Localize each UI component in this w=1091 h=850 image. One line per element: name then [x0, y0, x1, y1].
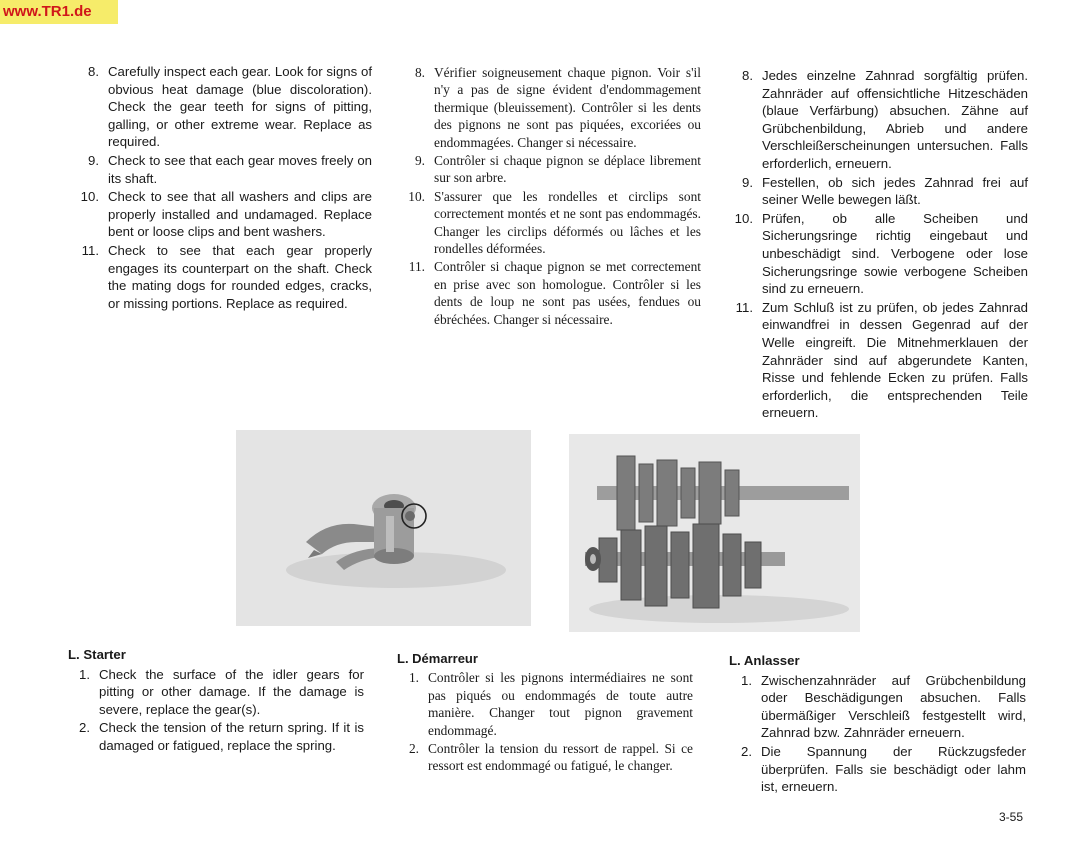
item-text: Contrôler si chaque pignon se met correctement en prise avec son homologue. Contrôler si les dents de loup ne sont pas usées, fendues ou ébréchées. Changer si nécessaire.: [434, 259, 701, 327]
item-number: 10.: [734, 210, 753, 226]
item-text: Contrôler si les pignons intermédiaires ne sont pas piqués ou endommagés de toute autre manière. Changer tout pignon gravement endommagé.: [428, 670, 693, 738]
item-number: 2.: [408, 741, 419, 757]
list-item: [400, 152, 701, 187]
english-starter-list: [68, 666, 364, 755]
item-number: 11.: [735, 299, 753, 315]
item-number: 8.: [742, 68, 753, 83]
item-number: 1.: [408, 670, 419, 686]
german-inspection-column: [728, 67, 1028, 423]
item-number: 1.: [741, 672, 752, 688]
english-starter-heading: L. Starter: [68, 647, 126, 662]
item-number: 2.: [79, 720, 90, 736]
item-text: Contrôler si chaque pignon se déplace librement sur son arbre.: [434, 153, 701, 186]
list-item: [397, 669, 693, 739]
list-item: [68, 719, 364, 754]
item-text: Check to see that all washers and clips are properly installed and undamaged. Replace bent or loose clips and bent washers.: [108, 189, 372, 240]
list-item: [728, 174, 1028, 209]
item-text: S'assurer que les rondelles et circlips sont correctement montés et ne sont pas endommagés. Changer les circlips déformés ou lâches et les rondelles déformées.: [434, 188, 701, 257]
german-starter-list: [729, 672, 1026, 796]
item-text: Carefully inspect each gear. Look for signs of obvious heat damage (blue discoloration). Check the gear teeth for signs of pitting, galling, or other extreme wear. Replace as required.: [108, 64, 372, 150]
item-number: 8.: [88, 64, 99, 79]
french-starter-list: [397, 669, 693, 774]
page-number: 3-55: [998, 810, 1023, 824]
list-item: [68, 666, 364, 719]
item-text: Check the tension of the return spring. If it is damaged or fatigued, replace the spring.: [99, 720, 364, 753]
item-number: 9.: [742, 174, 753, 190]
list-item: [729, 743, 1026, 796]
item-text: Check to see that each gear moves freely on its shaft.: [108, 152, 372, 186]
french-starter-section: [397, 650, 693, 776]
english-starter-section: [68, 646, 364, 756]
english-inspection-column: [76, 63, 372, 313]
item-text: Die Spannung der Rückzugsfeder überprüfen. Falls sie beschädigt oder lahm ist, erneuern.: [761, 743, 1026, 795]
item-number: 1.: [79, 666, 90, 682]
item-text: Prüfen, ob alle Scheiben und Sicherungsringe richtig eingebaut und unbeschädigt sind. Verbogene oder lose Sicherungsringe sowie verbogene Scheiben sind zu erneuern.: [762, 210, 1028, 297]
item-number: 9.: [88, 152, 99, 168]
list-item: [400, 188, 701, 258]
german-starter-section: [729, 652, 1026, 797]
list-item: [76, 242, 372, 312]
item-text: Contrôler la tension du ressort de rappel. Si ce ressort est endommagé ou fatigué, le changer.: [428, 741, 693, 774]
item-text: Zum Schluß ist zu prüfen, ob jedes Zahnrad einwandfrei in dessen Gegenrad auf der Welle eingreift. Die Mitnehmerklauen der Zahnräder sind auf abgerundete Kanten, Risse und fehlende Ecken zu prüfen. Falls erforderlich, die entsprechenden Teile erneuern.: [762, 299, 1028, 421]
german-inspection-list: [728, 67, 1028, 422]
list-item: [728, 67, 1028, 173]
french-inspection-column: [400, 64, 701, 329]
item-text: Check the surface of the idler gears for pitting or other damage. If the damage is severe, replace the gear(s).: [99, 666, 364, 717]
list-item: [76, 188, 372, 241]
item-text: Vérifier soigneusement chaque pignon. Voir s'il n'y a pas de signe évident d'endommagement thermique (bleuissement). Contrôler si les dents des pignons ne sont pas piquées, excoriées ou endommagées. Changer si nécessaire.: [434, 65, 701, 150]
list-item: [76, 152, 372, 187]
item-number: 10.: [80, 189, 99, 205]
german-starter-heading: L. Anlasser: [729, 653, 800, 668]
list-item: [400, 64, 701, 151]
list-item: [728, 210, 1028, 298]
list-item: [76, 63, 372, 151]
item-number: 10.: [408, 188, 425, 204]
french-inspection-list: [400, 64, 701, 328]
item-text: Festellen, ob sich jedes Zahnrad frei auf seiner Welle bewegen läßt.: [762, 174, 1028, 208]
item-text: Zwischenzahnräder auf Grübchenbildung oder Beschädigungen absuchen. Falls übermäßiger Verschleiß festgestellt wird, Zahnrad bzw. Zahnräder erneuern.: [761, 672, 1026, 741]
item-text: Jedes einzelne Zahnrad sorgfältig prüfen. Zahnräder auf offensichtliche Hitzeschäden (blaue Verfärbung) absuchen. Zähne auf Grübchenbildung, Abrieb und andere Verschleißerscheinungen untersuchen. Falls erforderlich, erneuern.: [762, 68, 1028, 171]
list-item: [400, 258, 701, 328]
site-badge[interactable]: www.TR1.de: [0, 0, 118, 24]
list-item: [728, 299, 1028, 422]
transmission-gears-photo: [569, 434, 860, 632]
list-item: [729, 672, 1026, 742]
item-number: 11.: [81, 242, 99, 258]
item-text: Check to see that each gear properly engages its counterpart on the shaft. Check the mating dogs for rounded edges, cracks, or missing portions. Replace as required.: [108, 242, 372, 311]
item-number: 2.: [741, 743, 752, 759]
item-number: 11.: [408, 259, 425, 275]
item-number: 9.: [414, 153, 425, 169]
list-item: [397, 740, 693, 775]
english-inspection-list: [76, 63, 372, 312]
french-starter-heading: L. Démarreur: [397, 651, 478, 666]
shift-fork-photo: [236, 430, 531, 626]
item-number: 8.: [414, 65, 425, 80]
